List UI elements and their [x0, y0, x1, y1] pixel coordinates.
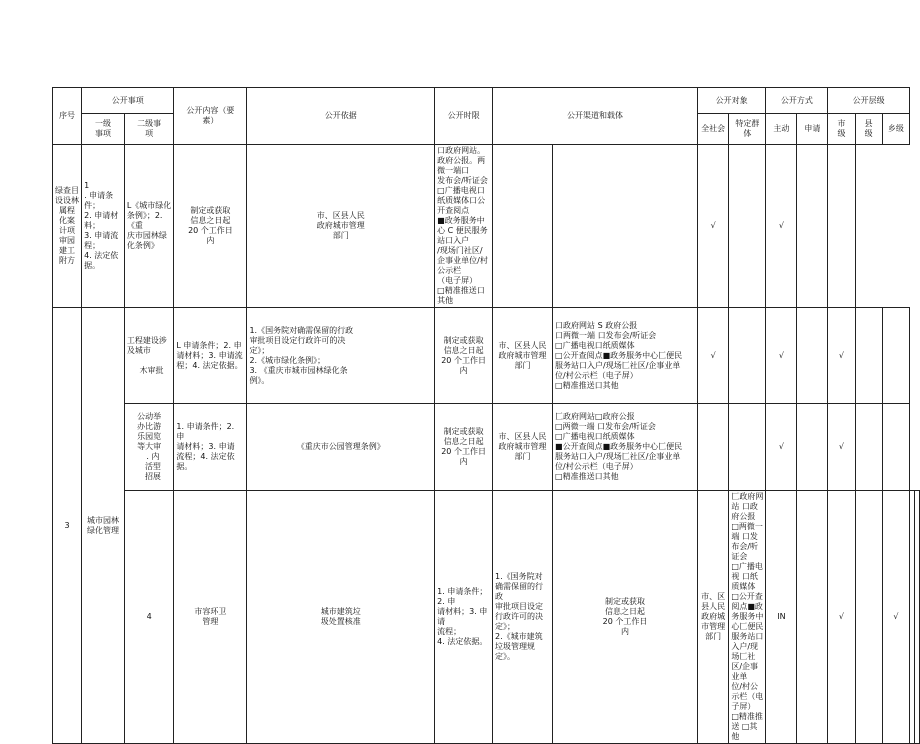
row-city: √: [882, 491, 909, 744]
method-apply-header: 申请: [797, 114, 828, 145]
row-channels: [553, 404, 698, 491]
row-county: [797, 145, 828, 308]
channel-line: □广播电视口纸质媒体口公开查阅点: [437, 186, 486, 215]
method-header: 公开方式: [766, 88, 828, 114]
row-town: [828, 145, 855, 308]
row-level1: 城市园林 绿化管理: [82, 308, 125, 744]
row-city: √: [828, 308, 855, 404]
channel-line: 服务站口入户/现场匚社区/企事业单: [731, 632, 764, 681]
row-channels: [435, 145, 493, 308]
row-time: 制定或获取 信息之日起 20 个工作日 内: [553, 491, 698, 744]
channel-line: 发布会/听证会: [437, 176, 488, 185]
channel-line: □精准推送口其他: [437, 286, 485, 305]
row-level2: 城市建筑垃 圾处置核准: [247, 491, 435, 744]
channel-line: □两微一端 口发布会/听证会: [731, 522, 763, 561]
channel-line: 位/村公示栏（电子屏）: [555, 370, 638, 380]
header-row-1: [53, 88, 920, 114]
channel-line: 口两微一端 口发布会/听证会: [555, 330, 657, 340]
row-apply: [797, 404, 828, 491]
level-city-header: 市 级: [828, 114, 855, 145]
row-active: √: [766, 404, 797, 491]
channel-line: 位/村公示栏（电子屏）: [555, 462, 638, 471]
row-obj-specific: [729, 308, 766, 404]
row-level2: 绿查目 设设林 属程 化案 计项 审园 建工 附方: [53, 145, 82, 308]
channel-line: 服务站口入户/现场匚社区/企事业单: [555, 452, 681, 461]
row-time: 制定或获取 信息之日起 20 个工作日 内: [435, 308, 493, 404]
row-town: [882, 404, 909, 491]
row-content: 1. 申请条件；2. 申 请材料；3. 申请 流程；4. 法定依 据。: [174, 404, 247, 491]
row-apply: [797, 308, 828, 404]
row-county: [855, 308, 882, 404]
row-basis: L《城市绿化条例》；2. 《重 庆市园林绿化条例》: [124, 145, 174, 308]
obj-all-header: 全社会: [697, 114, 728, 145]
channel-line: □广播电视口纸质媒体: [555, 432, 635, 441]
row-city: √: [828, 404, 855, 491]
row-subject: 市、区县人民 政府城市管理 部门: [493, 404, 553, 491]
level1-header: 一级 事项: [82, 114, 125, 145]
row-county: [855, 404, 882, 491]
row-obj-specific: [553, 145, 698, 308]
level-county-header: 县 级: [855, 114, 882, 145]
row-channels: [553, 308, 698, 404]
row-active: √: [697, 145, 728, 308]
table-row: [53, 308, 920, 404]
row-level2: 公动举 办比游 乐园览 等大审 . 内 活型 招展: [124, 404, 174, 491]
row-obj-all: IN: [766, 491, 797, 744]
row-apply: [729, 145, 766, 308]
row-channels: [729, 491, 766, 744]
channel-line: □两微一端 口发布会/听证会: [555, 422, 656, 431]
channel-line: ■政务服务中心 C 便民服务站口入户: [437, 216, 488, 245]
channel-line: /现场门社区/企事业单位/村公示栏: [437, 246, 488, 275]
disclosure-table: [52, 87, 920, 744]
row-obj-all: √: [697, 308, 728, 404]
obj-specific-header: 特定群 体: [729, 114, 766, 145]
row-basis: 1.《国务院对确需保留的行政 审批项目设定行政许可的决 定》； 2.《城市建筑垃圾管理规 定》。: [493, 491, 553, 744]
row-level1: 市容环卫 管理: [174, 491, 247, 744]
object-header: 公开对象: [697, 88, 765, 114]
row-apply: [855, 491, 882, 744]
col-no-header: 序号: [53, 88, 82, 145]
channel-line: □公开查阅点■政务服务中心匚便民: [731, 592, 764, 631]
row-level2: 工程建设涉 及城市 木审批: [124, 308, 174, 404]
table-row: [53, 145, 920, 308]
row-no: 3: [53, 308, 82, 744]
level2-header: 二级事 项: [124, 114, 174, 145]
channel-line: ■公开查阅点■政务服务中心匚便民: [555, 442, 683, 451]
row-content: 1. 申请条件；2. 申 请材料；3. 申请 流程； 4. 法定依据。: [435, 491, 493, 744]
row-active: √: [828, 491, 855, 744]
channel-line: □精准推送口其他: [555, 472, 619, 481]
basis-header: 公开依据: [247, 88, 435, 145]
row-subject: 市、区县人民 政府城市管理 部门: [247, 145, 435, 308]
channel-line: □广播电视 口纸质媒体: [731, 562, 763, 591]
table-row: [53, 491, 920, 744]
channel-line: 匚政府网站□政府公报: [555, 412, 635, 421]
row-content: L 申请条件；2. 申 请材料；3. 申请流 程；4. 法定依据。: [174, 308, 247, 404]
row-obj-all: [493, 145, 553, 308]
row-subject: 市、区县人民 政府城市管理 部门: [493, 308, 553, 404]
row-town: [882, 308, 909, 404]
channel-line: 口政府网站。政府公报。两微一端口: [437, 146, 486, 175]
row-town: [915, 491, 920, 744]
channel-line: （电子屏）: [437, 276, 478, 285]
public-items-header: 公开事项: [82, 88, 174, 114]
row-city: √: [766, 145, 797, 308]
row-basis: 1.《国务院对确需保留的行政 审批项目设定行政许可的决 定》； 2.《城市绿化条例》； 3. 《重庆市城市园林绿化条 例》。: [247, 308, 435, 404]
row-no: 4: [124, 491, 174, 744]
row-obj-specific: [729, 404, 766, 491]
row-time: 制定或获取 信息之日起 20 个工作日 内: [174, 145, 247, 308]
row-time: 制定或获取 信息之日起 20 个工作日 内: [435, 404, 493, 491]
channel-line: 服务站口入户/现场匚社区/企事业单: [555, 360, 681, 370]
channel-line: □精准推送口其他: [555, 380, 619, 390]
channel-line: □广播电视口纸质媒体: [555, 340, 635, 350]
row-obj-specific: [797, 491, 828, 744]
time-header: 公开时限: [435, 88, 493, 145]
channel-line: □公开查阅点■政务服务中心匚便民: [555, 350, 683, 360]
channel-line: □精准推送 □其他: [731, 712, 763, 741]
channel-line: 口政府网站 S 政府公报: [555, 320, 638, 330]
level-town-header: 乡级: [882, 114, 909, 145]
row-active: √: [766, 308, 797, 404]
row-obj-all: [697, 404, 728, 491]
channel-line: 位/村公示栏（电子屏）: [731, 682, 764, 711]
method-active-header: 主动: [766, 114, 797, 145]
row-basis: 《重庆市公园管理条例》: [247, 404, 435, 491]
row-content: 1 . 申请条 件； 2. 申请材料； 3. 申请流程； 4. 法定依据。: [82, 145, 125, 308]
row-subject: 市、区县人民 政府城市管理 部门: [697, 491, 728, 744]
channels-header: 公开渠道和载体: [493, 88, 698, 145]
content-header: 公开内容（要 素）: [174, 88, 247, 145]
table-row: [53, 404, 920, 491]
channel-line: 匚政府网站 口政府公报: [731, 492, 764, 521]
level-header: 公开层级: [828, 88, 910, 114]
